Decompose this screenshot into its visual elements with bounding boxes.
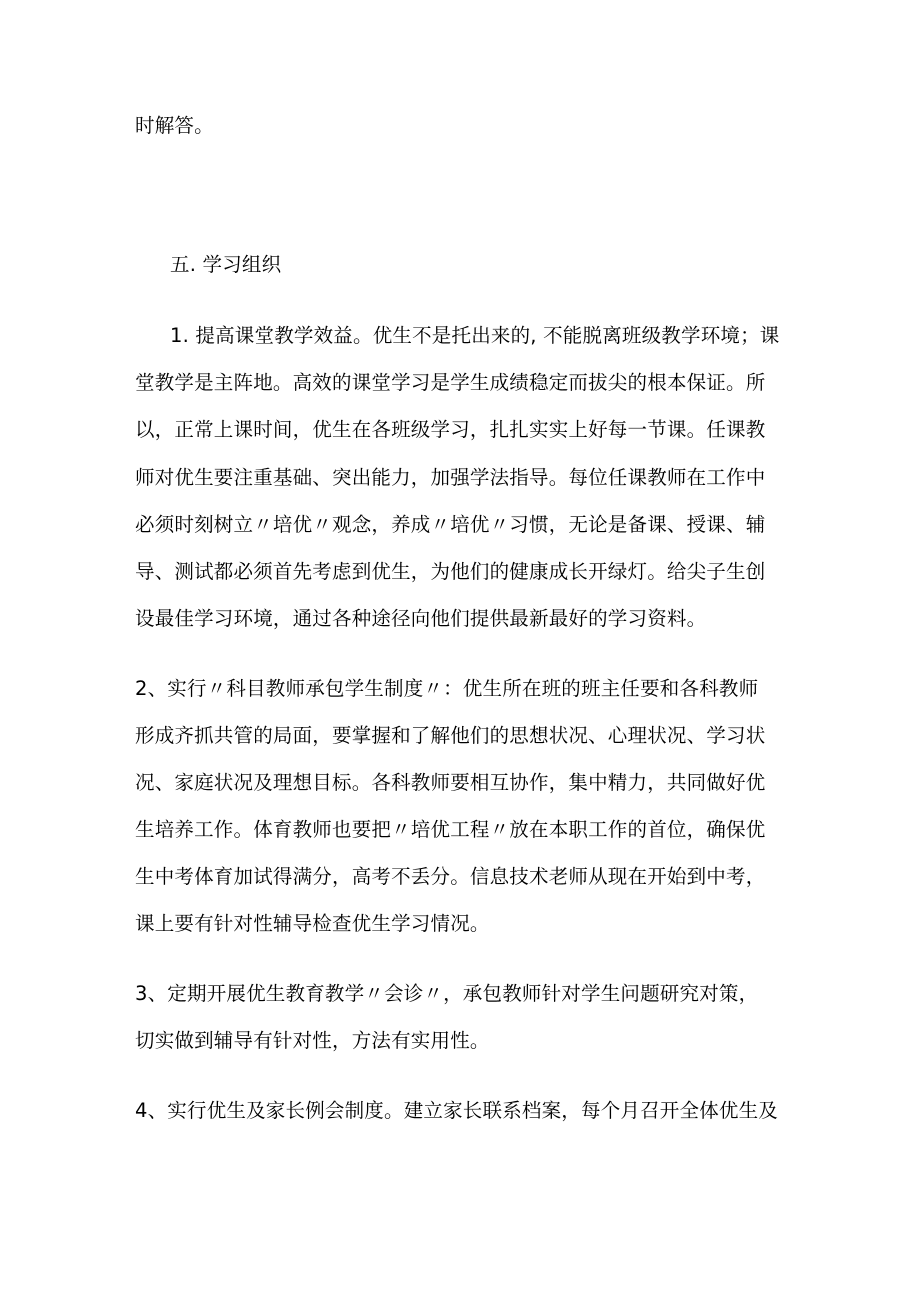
paragraph-line: 4、实行优生及家长例会制度。建立家长联系档案，每个月召开全体优生及 <box>135 1099 779 1122</box>
paragraph-line: 设最佳学习环境，通过各种途径向他们提供最新最好的学习资料。 <box>135 607 707 630</box>
paragraph-line: 况、家庭状况及理想目标。各科教师要相互协作，集中精力，共同做好优 <box>135 771 766 794</box>
paragraph-line: 必须时刻树立〃培优〃观念，养成〃培优〃习惯，无论是备课、授课、辅 <box>135 513 766 536</box>
continuation-text: 时解答。 <box>135 114 214 137</box>
paragraph-line: 导、测试都必须首先考虑到优生，为他们的健康成长开绿灯。给尖子生创 <box>135 560 766 583</box>
paragraph-line: 以，正常上课时间，优生在各班级学习，扎扎实实上好每一节课。任课教 <box>135 418 766 441</box>
paragraph-line: 师对优生要注重基础、突出能力，加强学法指导。每位任课教师在工作中 <box>135 466 766 489</box>
paragraph-line: 2、实行〃科目教师承包学生制度〃：优生所在班的班主任要和各科教师 <box>135 677 759 700</box>
section-heading: 五. 学习组织 <box>170 253 282 276</box>
paragraph-line: 课上要有针对性辅导检查优生学习情况。 <box>135 912 490 935</box>
paragraph-line: 切实做到辅导有针对性，方法有实用性。 <box>135 1029 490 1052</box>
paragraph-line: 生中考体育加试得满分，高考不丢分。信息技术老师从现在开始到中考， <box>135 865 766 888</box>
paragraph-line: 形成齐抓共管的局面，要掌握和了解他们的思想状况、心理状况、学习状 <box>135 724 766 747</box>
paragraph-line: 1. 提高课堂教学效益。优生不是托出来的, 不能脱离班级教学环境；课 <box>170 324 780 347</box>
paragraph-line: 生培养工作。体育教师也要把〃培优工程〃放在本职工作的首位，确保优 <box>135 818 766 841</box>
paragraph-line: 3、定期开展优生教育教学〃会诊〃，承包教师针对学生问题研究对策， <box>135 982 759 1005</box>
paragraph-line: 堂教学是主阵地。高效的课堂学习是学生成绩稳定而拔尖的根本保证。所 <box>135 371 766 394</box>
